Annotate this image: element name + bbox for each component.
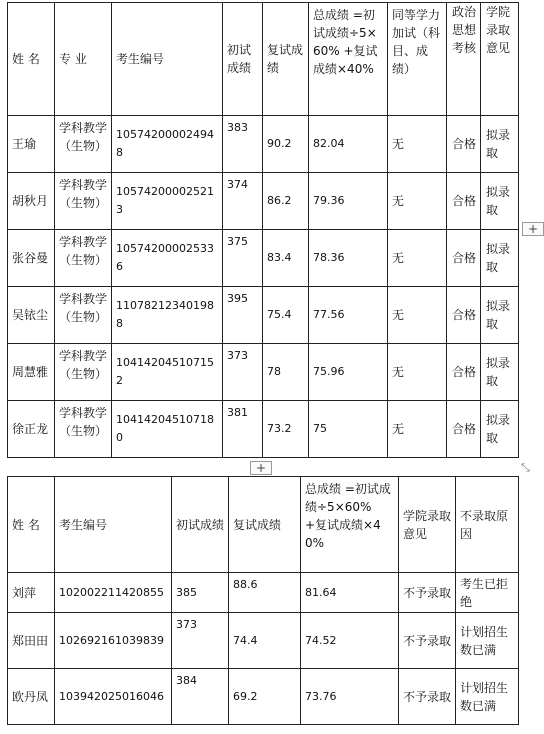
cell-total: 78.36 (309, 230, 388, 287)
table-row (8, 173, 519, 230)
add-row-button[interactable]: + (250, 461, 272, 475)
cell-id: 102002211420855 (55, 573, 172, 613)
cell-total: 74.52 (301, 613, 399, 669)
cell-reason: 计划招生数已满 (456, 669, 519, 725)
cell-extra: 无 (388, 116, 447, 173)
cell-name: 欧丹凤 (8, 669, 55, 725)
cell-name: 周慧雅 (8, 344, 55, 401)
cell-major: 学科教学（生物） (55, 344, 112, 401)
cell-id: 110782123401988 (112, 287, 223, 344)
cell-name: 徐正龙 (8, 401, 55, 458)
table-row (8, 230, 519, 287)
table-row (8, 116, 519, 173)
header-total: 总成绩 =初试成绩÷5×60% +复试成绩×40% (301, 477, 399, 573)
header-major: 专 业 (55, 3, 112, 116)
cell-extra: 无 (388, 401, 447, 458)
cell-decision: 拟录取 (481, 173, 519, 230)
header-decision: 学院录取意见 (399, 477, 456, 573)
add-column-button[interactable]: + (522, 222, 544, 236)
cell-major: 学科教学（生物） (55, 230, 112, 287)
header-retest: 复试成绩 (229, 477, 301, 573)
table-row (8, 401, 519, 458)
table-row (8, 573, 519, 613)
cell-reason: 考生已拒绝 (456, 573, 519, 613)
cell-politics: 合格 (447, 230, 481, 287)
header-name: 姓 名 (8, 3, 55, 116)
cell-politics: 合格 (447, 116, 481, 173)
header-name: 姓 名 (8, 477, 55, 573)
cell-extra: 无 (388, 173, 447, 230)
cell-total: 79.36 (309, 173, 388, 230)
cell-name: 郑田田 (8, 613, 55, 669)
cell-politics: 合格 (447, 344, 481, 401)
table-resize-handle-icon[interactable]: ⤡ (521, 461, 530, 474)
cell-name: 王瑜 (8, 116, 55, 173)
header-first: 初试成绩 (172, 477, 229, 573)
cell-decision: 拟录取 (481, 401, 519, 458)
cell-decision: 拟录取 (481, 230, 519, 287)
header-first: 初试成绩 (223, 3, 263, 116)
cell-first: 373 (223, 344, 263, 401)
cell-first: 374 (223, 173, 263, 230)
cell-total: 75 (309, 401, 388, 458)
cell-total: 73.76 (301, 669, 399, 725)
cell-id: 104142045107152 (112, 344, 223, 401)
cell-reason: 计划招生数已满 (456, 613, 519, 669)
cell-id: 104142045107180 (112, 401, 223, 458)
cell-retest: 73.2 (263, 401, 309, 458)
cell-decision: 不予录取 (399, 573, 456, 613)
cell-retest: 75.4 (263, 287, 309, 344)
table-row (8, 613, 519, 669)
cell-id: 103942025016046 (55, 669, 172, 725)
table-row (8, 344, 519, 401)
cell-retest: 86.2 (263, 173, 309, 230)
cell-name: 刘萍 (8, 573, 55, 613)
cell-extra: 无 (388, 344, 447, 401)
cell-first: 395 (223, 287, 263, 344)
cell-retest: 88.6 (229, 573, 301, 613)
cell-id: 105742000024948 (112, 116, 223, 173)
cell-politics: 合格 (447, 287, 481, 344)
cell-politics: 合格 (447, 401, 481, 458)
cell-name: 吴铱尘 (8, 287, 55, 344)
cell-major: 学科教学（生物） (55, 287, 112, 344)
cell-extra: 无 (388, 287, 447, 344)
header-id: 考生编号 (112, 3, 223, 116)
cell-total: 77.56 (309, 287, 388, 344)
cell-retest: 83.4 (263, 230, 309, 287)
cell-total: 82.04 (309, 116, 388, 173)
cell-retest: 74.4 (229, 613, 301, 669)
header-retest: 复试成绩 (263, 3, 309, 116)
cell-id: 105742000025336 (112, 230, 223, 287)
cell-retest: 69.2 (229, 669, 301, 725)
header-extra: 同等学力加试（科目、成绩） (388, 3, 447, 116)
header-decision: 学院录取意见 (481, 3, 519, 116)
cell-decision: 拟录取 (481, 344, 519, 401)
cell-decision: 不予录取 (399, 669, 456, 725)
cell-decision: 拟录取 (481, 116, 519, 173)
cell-id: 102692161039839 (55, 613, 172, 669)
header-total: 总成绩 =初试成绩÷5×60% +复试成绩×40% (309, 3, 388, 116)
cell-name: 胡秋月 (8, 173, 55, 230)
cell-retest: 78 (263, 344, 309, 401)
cell-major: 学科教学（生物） (55, 173, 112, 230)
header-reason: 不录取原因 (456, 477, 519, 573)
admitted-table (7, 2, 519, 458)
cell-id: 105742000025213 (112, 173, 223, 230)
cell-decision: 拟录取 (481, 287, 519, 344)
cell-first: 385 (172, 573, 229, 613)
cell-total: 75.96 (309, 344, 388, 401)
cell-retest: 90.2 (263, 116, 309, 173)
header-id: 考生编号 (55, 477, 172, 573)
cell-total: 81.64 (301, 573, 399, 613)
cell-name: 张谷曼 (8, 230, 55, 287)
table-row (8, 669, 519, 725)
cell-decision: 不予录取 (399, 613, 456, 669)
header-politics: 政治思想考核 (447, 3, 481, 116)
table-row (8, 287, 519, 344)
cell-first: 383 (223, 116, 263, 173)
cell-major: 学科教学（生物） (55, 401, 112, 458)
cell-first: 375 (223, 230, 263, 287)
cell-first: 384 (172, 669, 229, 725)
cell-extra: 无 (388, 230, 447, 287)
cell-first: 373 (172, 613, 229, 669)
cell-first: 381 (223, 401, 263, 458)
rejected-table (7, 476, 519, 725)
cell-politics: 合格 (447, 173, 481, 230)
cell-major: 学科教学（生物） (55, 116, 112, 173)
